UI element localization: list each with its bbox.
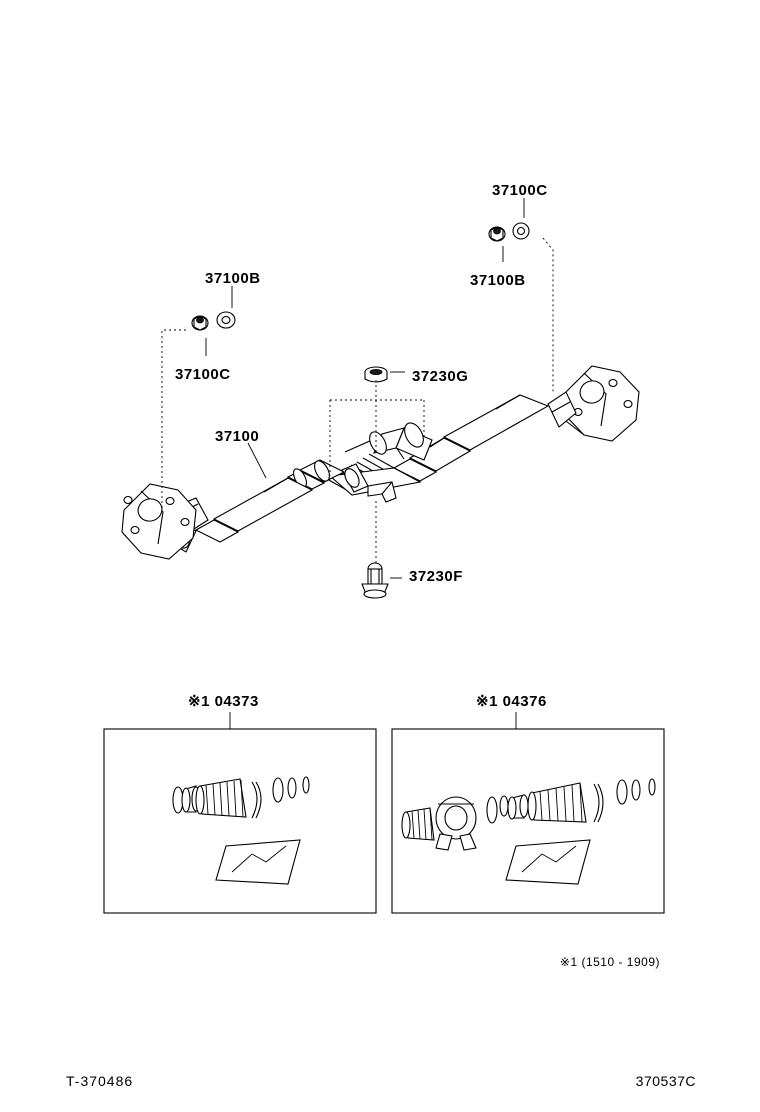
- kit-label-04376: ※1 04376: [476, 693, 547, 710]
- fastener-front-washer: [217, 312, 235, 328]
- callout-37230f: 37230F: [409, 568, 463, 585]
- callout-37230g: 37230G: [412, 368, 469, 385]
- kit-left-contents: [173, 777, 309, 884]
- diagram-title-code: T-370486: [66, 1073, 134, 1089]
- kit-label-04373: ※1 04373: [188, 693, 259, 710]
- kit-box-left: [104, 729, 376, 913]
- callout-37100c-front: 37100C: [175, 366, 231, 383]
- propeller-shaft-main: [122, 366, 639, 559]
- diagram-figure-code: 370537C: [635, 1073, 696, 1089]
- shaft-tube-front: [214, 478, 312, 531]
- callout-37100: 37100: [215, 428, 260, 445]
- callout-37100b-rear: 37100B: [470, 272, 526, 289]
- fastener-rear-nut: [489, 227, 505, 241]
- center-support-nut: [365, 367, 387, 382]
- fastener-front-nut: [192, 316, 208, 330]
- center-support-bolt: [362, 563, 388, 598]
- shaft-tube-rear-a: [444, 395, 548, 450]
- rear-flange-yoke: [548, 366, 639, 441]
- kit-box-right: [392, 729, 664, 913]
- footnote-range: ※1 (1510 - 1909): [559, 955, 660, 969]
- kit-right-contents: [402, 779, 655, 884]
- fastener-rear-washer: [513, 223, 529, 239]
- callout-37100b-front: 37100B: [205, 270, 261, 287]
- front-flange-yoke: [122, 484, 208, 559]
- callout-37100c-rear: 37100C: [492, 182, 548, 199]
